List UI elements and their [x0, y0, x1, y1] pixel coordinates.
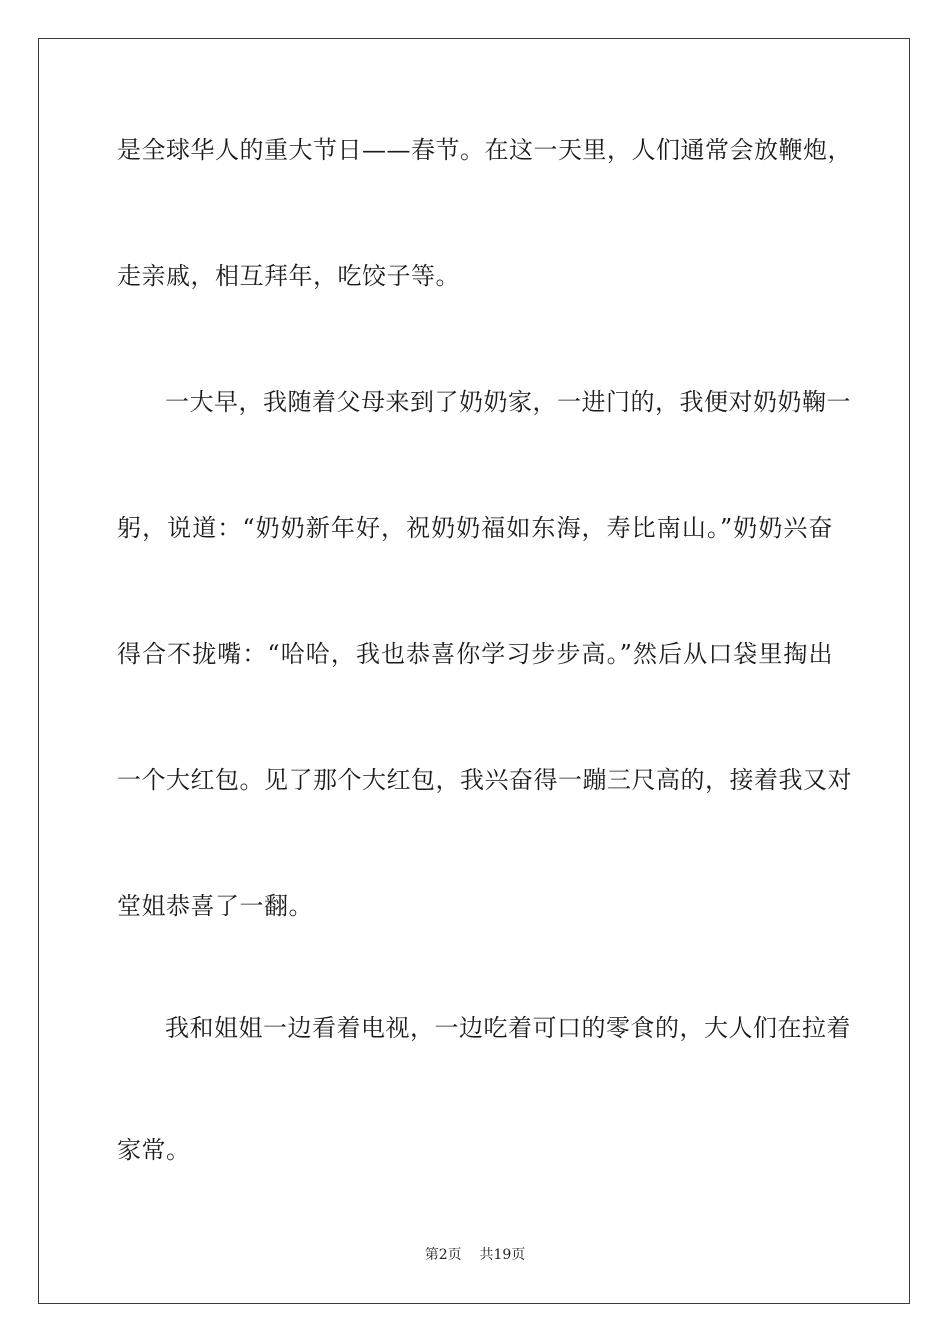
page-total: 共19页: [479, 1247, 526, 1263]
page-number: 第2页: [424, 1247, 462, 1263]
paragraph-line: 躬，说道：“奶奶新年好，祝奶奶福如东海，寿比南山。”奶奶兴奋: [117, 514, 833, 542]
paragraph-line: 我和姐姐一边看着电视，一边吃着可口的零食的，大人们在拉着: [165, 1014, 851, 1042]
paragraph-line: 走亲戚，相互拜年，吃饺子等。: [117, 262, 460, 290]
paragraph-line: 堂姐恭喜了一翻。: [117, 892, 313, 920]
paragraph-line: 家常。: [117, 1136, 191, 1164]
paragraph-line: 得合不拢嘴：“哈哈，我也恭喜你学习步步高。”然后从口袋里掏出: [117, 640, 833, 668]
page-border: [38, 38, 910, 1304]
page-footer: [0, 1246, 950, 1264]
paragraph-line: 一个大红包。见了那个大红包，我兴奋得一蹦三尺高的，接着我又对: [117, 766, 852, 794]
paragraph-line: 是全球华人的重大节日——春节。在这一天里，人们通常会放鞭炮，: [117, 136, 852, 164]
paragraph-line: 一大早，我随着父母来到了奶奶家，一进门的，我便对奶奶鞠一: [165, 388, 851, 416]
